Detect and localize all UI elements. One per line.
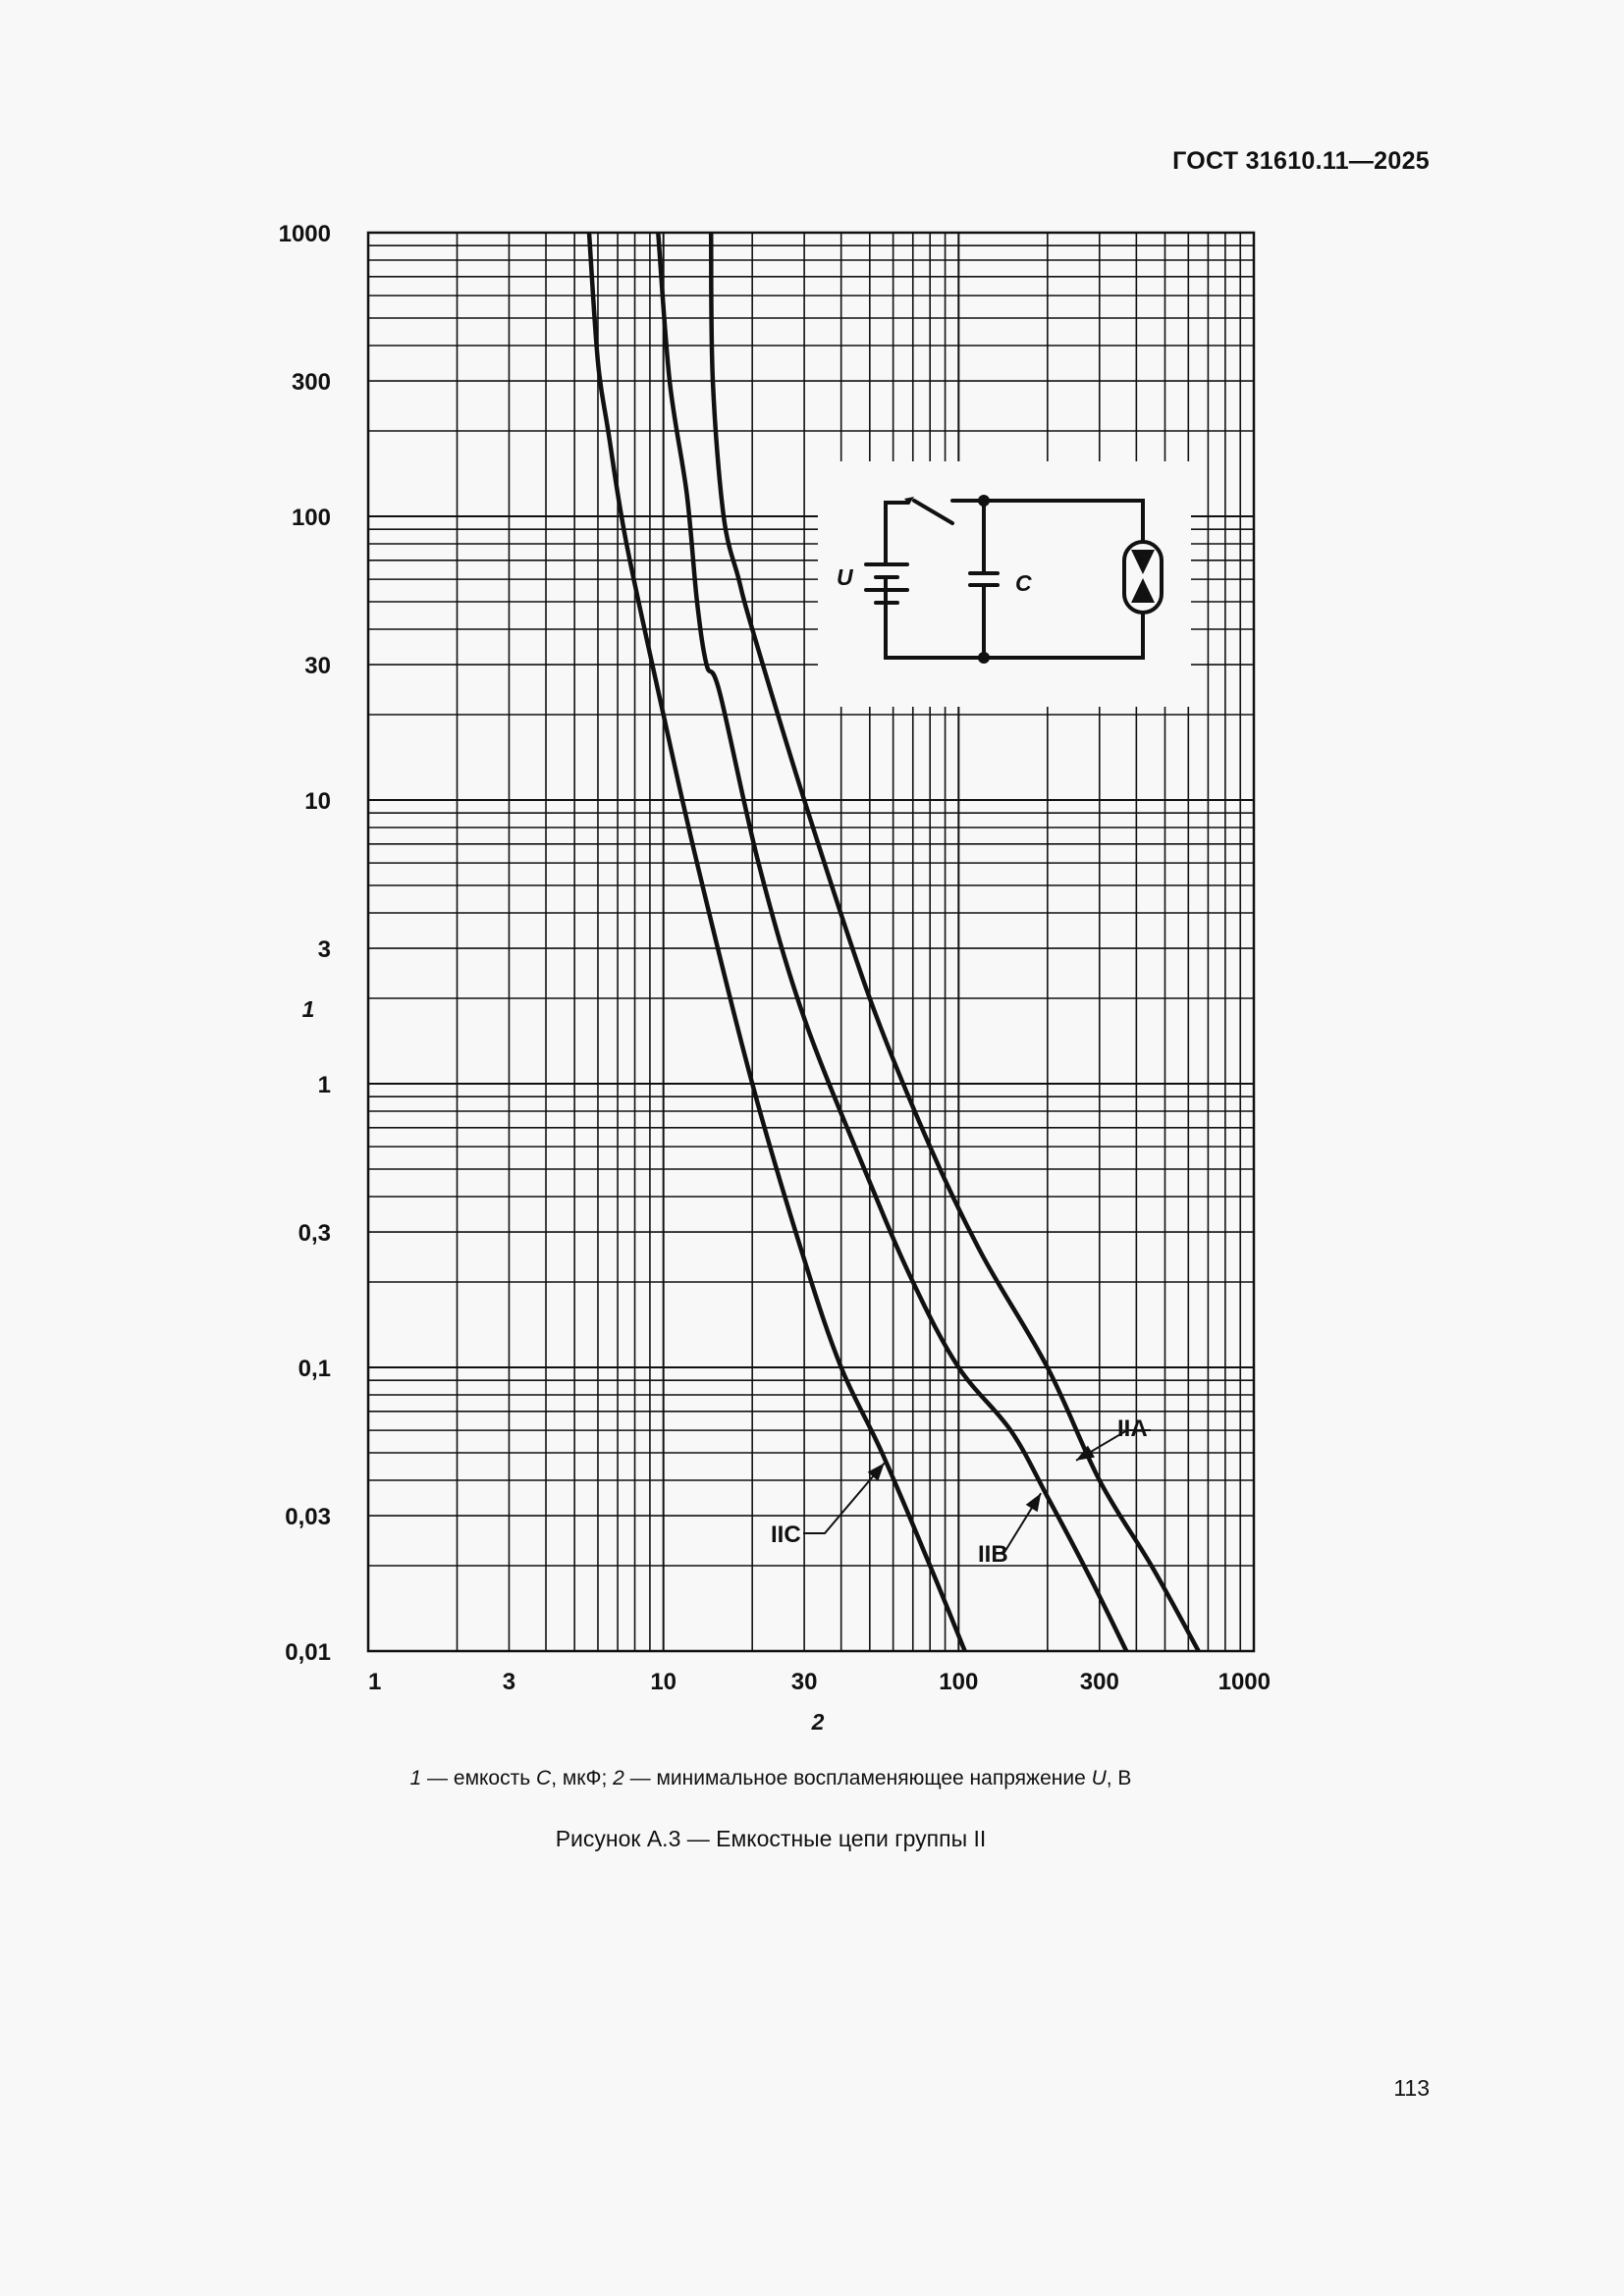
x-tick-label: 300 bbox=[1079, 1669, 1119, 1695]
curve-label-iic: IIC bbox=[771, 1522, 801, 1548]
legend-item2-number: 2 bbox=[613, 1767, 624, 1789]
y-tick-label: 10 bbox=[304, 788, 331, 815]
x-tick-label: 1000 bbox=[1218, 1669, 1271, 1695]
y-tick-label: 30 bbox=[304, 653, 331, 680]
figure-caption: Рисунок А.3 — Емкостные цепи группы II bbox=[555, 1826, 987, 1851]
y-tick-label: 0,1 bbox=[298, 1356, 331, 1382]
y-tick-label: 1000 bbox=[278, 221, 331, 247]
document-header: ГОСТ 31610.11—2025 bbox=[1172, 147, 1430, 175]
x-tick-label: 3 bbox=[502, 1669, 516, 1695]
curve-label-iia: IIA bbox=[1117, 1415, 1148, 1442]
legend-item2-variable: U bbox=[1091, 1767, 1107, 1789]
x-tick-label: 1 bbox=[368, 1669, 382, 1695]
y-tick-label: 3 bbox=[317, 936, 331, 964]
y-tick-label: 0,3 bbox=[298, 1220, 331, 1248]
x-tick-label: 100 bbox=[939, 1669, 979, 1695]
curve-iic bbox=[589, 233, 965, 1651]
legend-dash: — bbox=[421, 1767, 454, 1789]
junction-dot bbox=[978, 495, 990, 507]
x-tick-label: 10 bbox=[650, 1669, 677, 1695]
legend-item1-number: 1 bbox=[409, 1767, 422, 1789]
curve-label-iib: IIB bbox=[978, 1541, 1008, 1568]
legend-item2-unit: , В bbox=[1106, 1767, 1132, 1789]
page-number: 113 bbox=[1393, 2075, 1430, 2101]
legend-item2-text: — минимальное воспламеняющее напряжение bbox=[623, 1767, 1092, 1789]
inset-voltage-label: U bbox=[837, 564, 853, 590]
y-tick-label: 1 bbox=[317, 1072, 331, 1098]
y-axis-label: 1 bbox=[301, 996, 315, 1022]
y-tick-label: 0,01 bbox=[285, 1639, 331, 1666]
annotation-arrow-icon bbox=[1026, 1493, 1041, 1512]
curve-iib bbox=[658, 233, 1126, 1651]
axis-legend bbox=[0, 1767, 1542, 1790]
y-tick-label: 0,03 bbox=[285, 1504, 331, 1531]
x-tick-label: 30 bbox=[790, 1669, 818, 1695]
circuit-inset bbox=[818, 461, 1191, 707]
inset-capacitance-label: C bbox=[1015, 570, 1032, 596]
legend-item1-text: емкость bbox=[453, 1767, 537, 1789]
junction-dot bbox=[978, 652, 990, 664]
chart-labels bbox=[279, 221, 1271, 1735]
y-tick-label: 100 bbox=[291, 505, 331, 531]
legend-item1-unit: , мкФ; bbox=[551, 1767, 614, 1789]
y-tick-label: 300 bbox=[291, 369, 331, 397]
x-axis-label: 2 bbox=[811, 1709, 825, 1735]
legend-item1-variable: C bbox=[536, 1767, 552, 1789]
